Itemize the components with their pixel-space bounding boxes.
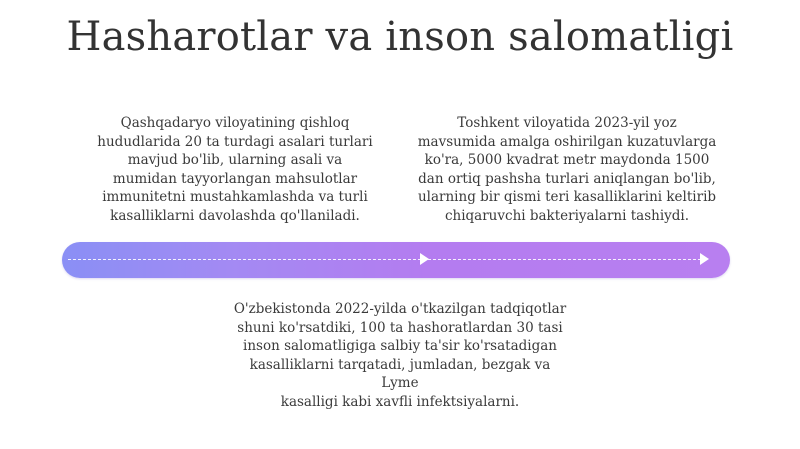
text-line: mumidan tayyorlangan mahsulotlar (112, 170, 358, 187)
text-line: kasalliklarni tarqatadi, jumladan, bezgak va Lyme (249, 356, 551, 391)
page-title: Hasharotlar va inson salomatligi (66, 14, 734, 60)
arrow-right-icon (420, 253, 429, 265)
timeline-item-qashqadaryo (70, 114, 400, 225)
timeline-item-ozbekiston (232, 300, 568, 411)
text-line: mavjud bo'lib, ularning asali va (127, 152, 343, 168)
arrow-right-icon (700, 253, 709, 265)
text-line: shuni ko'rsatdiki, 100 ta hashoratlardan 30 tasi (237, 319, 563, 336)
text-line: inson salomatligiga salbiy ta'sir ko'rsatadigan (243, 338, 557, 354)
text-line: Qashqadaryo viloyatining qishloq (120, 115, 350, 131)
timeline-bar (62, 242, 730, 278)
text-line: chiqaruvchi bakteriyalarni tashiydi. (444, 207, 690, 224)
text-line: hududlarida 20 ta turdagi asalari turlari (97, 133, 373, 150)
text-line: Toshkent viloyatida 2023-yil yoz (457, 115, 677, 131)
text-line: ularning bir qismi teri kasalliklarini keltirib (417, 189, 717, 205)
text-line: kasalligi kabi xavfli infektsiyalarni. (280, 393, 520, 410)
text-line: ko'ra, 5000 kvadrat metr maydonda 1500 (424, 152, 710, 168)
text-line: immunitetni mustahkamlashda va turli (102, 189, 368, 205)
text-line: mavsumida amalga oshirilgan kuzatuvlarga (417, 133, 717, 150)
text-line: O'zbekistonda 2022-yilda o'tkazilgan tadqiqotlar (233, 301, 567, 317)
text-line: dan ortiq pashsha turlari aniqlangan bo'lib, (418, 170, 716, 187)
timeline-item-toshkent (402, 114, 732, 225)
timeline-dashed-line (68, 259, 706, 260)
text-line: kasalliklarni davolashda qo'llaniladi. (110, 207, 360, 224)
